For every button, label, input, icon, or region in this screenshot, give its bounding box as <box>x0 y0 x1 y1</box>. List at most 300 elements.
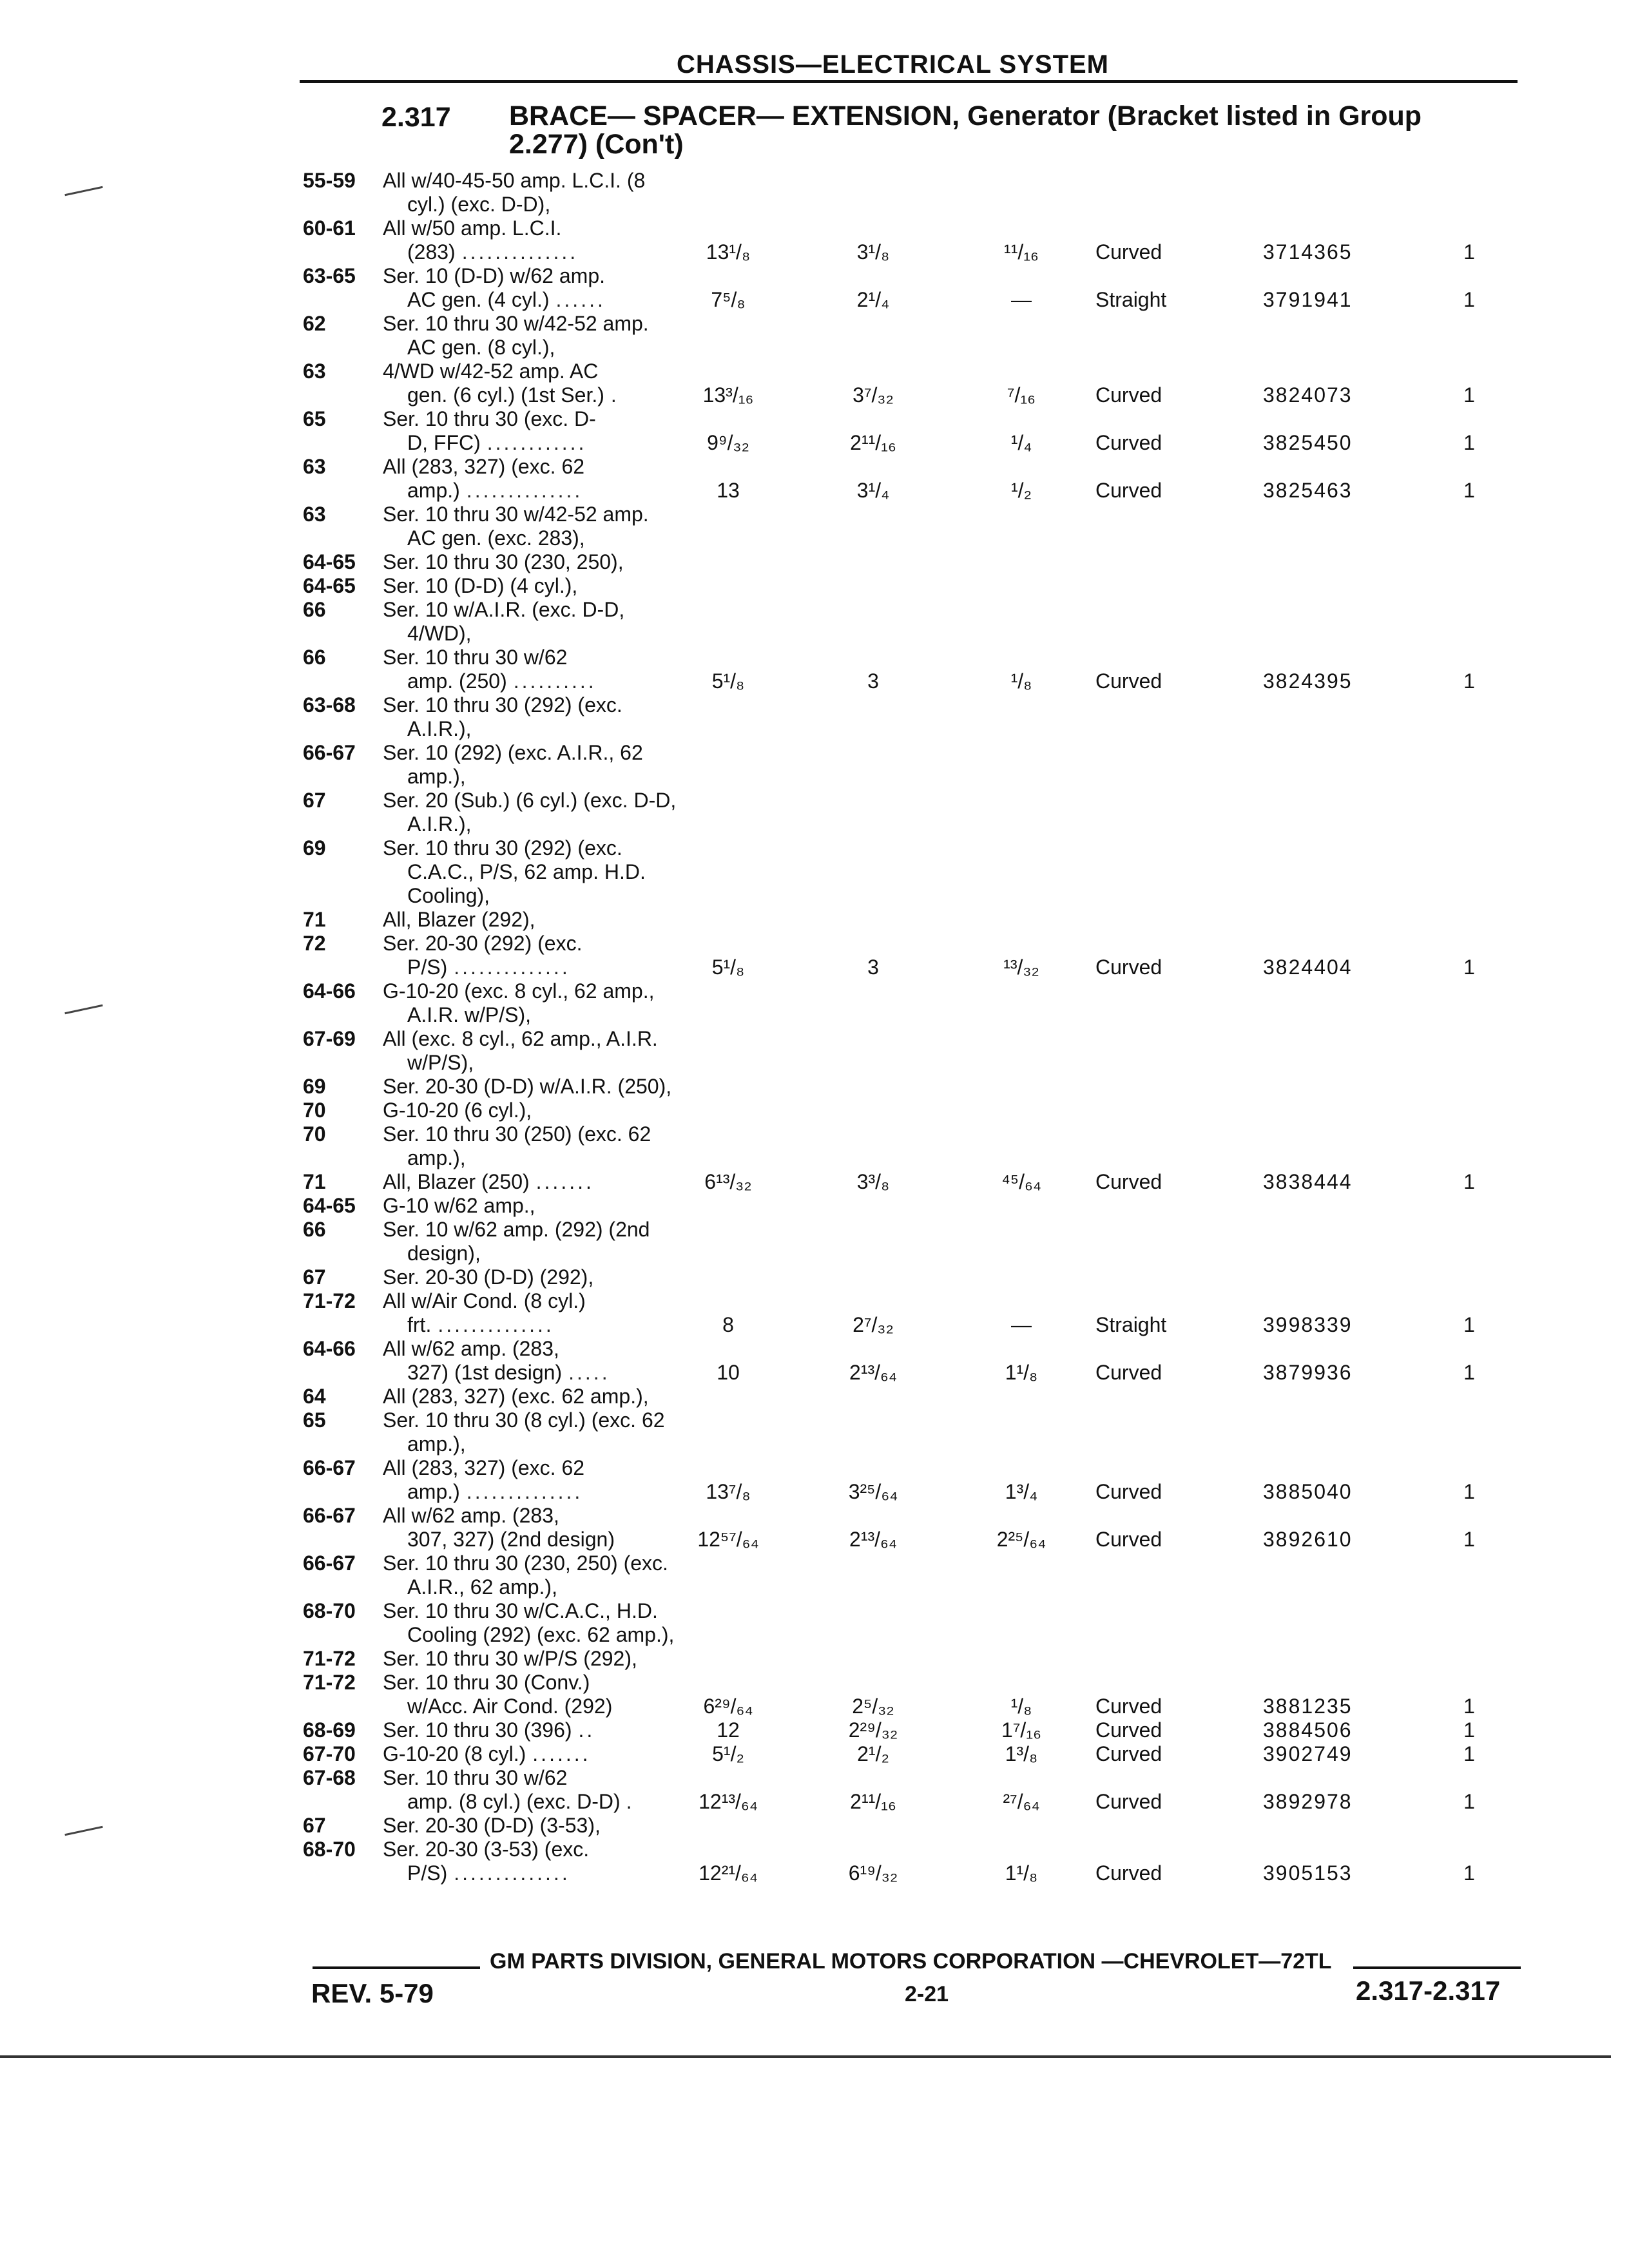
quantity: 1 <box>1463 1170 1475 1193</box>
dimension-a: 5¹/₂ <box>712 1742 744 1765</box>
entry-values <box>0 1480 1629 1504</box>
entry-description: Ser. 20-30 (292) (exc. <box>383 932 583 955</box>
dimension-a: 12 <box>717 1718 740 1742</box>
dimension-a: 9⁹/₃₂ <box>707 431 749 454</box>
entry-description: Ser. 10 thru 30 (292) (exc. <box>383 836 622 860</box>
entry-description: Ser. 20-30 (D-D) (292), <box>383 1265 594 1289</box>
header-rule <box>300 80 1518 83</box>
parts-entry <box>0 741 1629 789</box>
part-number: 3881235 <box>1263 1695 1353 1718</box>
footer-rule-right <box>1353 1966 1521 1969</box>
dimension-a: 13¹/₈ <box>706 240 751 264</box>
entry-description-text: A.I.R.), <box>407 812 472 836</box>
entry-description: Ser. 10 w/A.I.R. (exc. D-D, <box>383 598 625 621</box>
entry-years: 64-65 <box>303 574 356 597</box>
entry-description-continued <box>407 1242 684 1265</box>
shape: Curved <box>1095 1861 1162 1885</box>
quantity: 1 <box>1463 1718 1475 1742</box>
entry-years: 68-69 <box>303 1718 356 1742</box>
entry-years: 67 <box>303 789 326 812</box>
page-header-title: CHASSIS—ELECTRICAL SYSTEM <box>677 50 1109 79</box>
footer-rule-left <box>313 1966 480 1969</box>
parts-entry <box>0 1218 1629 1265</box>
entry-years: 67-68 <box>303 1766 356 1789</box>
entry-description-text: AC gen. (exc. 283), <box>407 526 585 550</box>
entry-description-text: AC gen. (4 cyl.) <box>407 288 550 311</box>
parts-entry <box>0 836 1629 884</box>
entry-values <box>0 1861 1629 1886</box>
parts-entry <box>0 360 1629 407</box>
entry-values <box>0 1790 1629 1814</box>
entry-description: All w/Air Cond. (8 cyl.) <box>383 1289 586 1312</box>
part-number: 3824404 <box>1263 956 1353 979</box>
parts-entry <box>0 574 1629 598</box>
entry-years: 63 <box>303 455 326 478</box>
dimension-a: 12²¹/₆₄ <box>699 1861 758 1885</box>
dimension-a: 6¹³/₃₂ <box>704 1170 752 1193</box>
parts-entry <box>0 312 1629 360</box>
dimension-a: 7⁵/₈ <box>711 288 746 311</box>
dimension-c: — <box>1011 288 1032 311</box>
shape: Curved <box>1095 1695 1162 1718</box>
entry-description: Ser. 10 thru 30 w/62 <box>383 1766 568 1789</box>
entry-description-continued <box>407 1575 684 1599</box>
dot-leader: .............. <box>454 1861 570 1885</box>
dimension-b: 3 <box>867 669 879 693</box>
parts-entry <box>0 216 1629 264</box>
entry-values <box>0 240 1629 265</box>
quantity: 1 <box>1463 956 1475 979</box>
entry-years: 63-65 <box>303 264 356 287</box>
part-number: 3879936 <box>1263 1361 1353 1384</box>
entry-description: Ser. 10 thru 30 w/42-52 amp. <box>383 312 649 335</box>
shape: Curved <box>1095 956 1162 979</box>
entry-description-continued <box>407 717 684 741</box>
dot-leader: .............. <box>461 240 579 264</box>
dot-leader: ....... <box>532 1742 591 1765</box>
part-number: 3824073 <box>1263 383 1353 407</box>
section-title: BRACE— SPACER— EXTENSION, Generator (Bracket listed in Group 2.277) (Con't) <box>509 101 1422 160</box>
entry-description: G-10 w/62 amp., <box>383 1194 535 1217</box>
entry-description-text: D, FFC) <box>407 431 481 454</box>
entry-description-text: Cooling), <box>407 884 490 907</box>
parts-entry <box>0 169 1629 216</box>
entry-description-text: A.I.R. w/P/S), <box>407 1003 532 1026</box>
dimension-b: 2¹³/₆₄ <box>849 1361 897 1384</box>
parts-entry <box>0 1814 1629 1838</box>
parts-entry <box>0 407 1629 455</box>
entry-years: 67-70 <box>303 1742 356 1765</box>
part-number: 3902749 <box>1263 1742 1353 1765</box>
parts-entry <box>0 1122 1629 1170</box>
footer-group-range: 2.317-2.317 <box>1356 1975 1501 2006</box>
entry-description: Ser. 10 thru 30 (Conv.) <box>383 1671 590 1694</box>
dimension-c: ¹¹/₁₆ <box>1004 240 1039 264</box>
entry-description-text: gen. (6 cyl.) (1st Ser.) <box>407 383 604 407</box>
parts-entry <box>0 693 1629 741</box>
entry-years: 66-67 <box>303 741 356 764</box>
quantity: 1 <box>1463 1790 1475 1813</box>
entry-values <box>0 1695 1629 1719</box>
dimension-b: 3¹/₈ <box>856 240 890 264</box>
entry-description-continued <box>407 193 684 216</box>
entry-description-text: amp.), <box>407 1146 466 1169</box>
parts-entry <box>0 1385 1629 1408</box>
entry-description: Ser. 10 thru 30 (exc. D- <box>383 407 596 430</box>
footer-revision: REV. 5-79 <box>311 1978 434 2008</box>
entry-years: 63 <box>303 360 326 383</box>
entry-description-text: P/S) <box>407 1861 448 1885</box>
entry-description: Ser. 20-30 (D-D) w/A.I.R. (250), <box>383 1075 672 1098</box>
entry-description-continued <box>407 860 684 884</box>
dimension-b: 3¹/₄ <box>856 479 890 502</box>
entry-years: 69 <box>303 1075 326 1098</box>
parts-entry <box>0 884 1629 908</box>
parts-entry <box>0 1289 1629 1337</box>
dot-leader: .............. <box>466 479 583 502</box>
entry-description-text: C.A.C., P/S, 62 amp. H.D. <box>407 860 646 883</box>
entry-years: 65 <box>303 1408 326 1432</box>
entry-description: G-10-20 (6 cyl.), <box>383 1099 532 1122</box>
shape: Curved <box>1095 1361 1162 1384</box>
footer-corporation: GM PARTS DIVISION, GENERAL MOTORS CORPORATION —CHEVROLET—72TL <box>490 1949 1332 1974</box>
entry-description-text: 4/WD), <box>407 622 472 645</box>
parts-entry <box>0 646 1629 693</box>
dimension-b: 3³/₈ <box>856 1170 890 1193</box>
dimension-b: 2²⁹/₃₂ <box>848 1718 898 1742</box>
entry-values <box>0 669 1629 694</box>
dimension-b: 2¹/₄ <box>856 288 890 311</box>
entry-values <box>0 383 1629 408</box>
entry-description: Ser. 20 (Sub.) (6 cyl.) (exc. D-D, <box>383 789 677 812</box>
entry-description-continued <box>407 1003 684 1027</box>
entry-years: 60-61 <box>303 216 356 240</box>
entry-years: 71 <box>303 908 326 931</box>
shape: Curved <box>1095 669 1162 693</box>
dimension-a: 13⁷/₈ <box>706 1480 751 1503</box>
shape: Curved <box>1095 240 1162 264</box>
quantity: 1 <box>1463 1480 1475 1503</box>
entry-years: 71-72 <box>303 1289 356 1312</box>
part-number: 3892978 <box>1263 1790 1353 1813</box>
dimension-c: ¹³/₃₂ <box>1003 956 1039 979</box>
entry-years: 64 <box>303 1385 326 1408</box>
parts-entry <box>0 503 1629 550</box>
parts-entry <box>0 979 1629 1027</box>
dot-leader: .............. <box>438 1313 554 1336</box>
parts-entry <box>0 1838 1629 1885</box>
entry-years: 70 <box>303 1099 326 1122</box>
quantity: 1 <box>1463 1313 1475 1336</box>
parts-entry <box>0 1099 1629 1122</box>
dimension-b: 3²⁵/₆₄ <box>848 1480 898 1503</box>
entry-description: Ser. 10 thru 30 (230, 250) (exc. <box>383 1552 668 1575</box>
entry-description-continued <box>407 884 684 908</box>
entry-years: 70 <box>303 1122 326 1146</box>
parts-entry <box>0 1075 1629 1099</box>
entry-description: All (283, 327) (exc. 62 <box>383 455 585 478</box>
dimension-c: 1¹/₈ <box>1005 1861 1038 1885</box>
entry-years: 66-67 <box>303 1456 356 1479</box>
entry-description: Ser. 10 thru 30 w/C.A.C., H.D. <box>383 1599 658 1622</box>
parts-entry <box>0 598 1629 646</box>
parts-entry <box>0 1170 1629 1194</box>
part-number: 3892610 <box>1263 1528 1353 1551</box>
entry-description: Ser. 10 thru 30 w/62 <box>383 646 568 669</box>
parts-entry <box>0 908 1629 932</box>
entry-description: Ser. 10 (D-D) w/62 amp. <box>383 264 605 287</box>
entry-description-continued <box>407 622 684 646</box>
dimension-c: ⁷/₁₆ <box>1007 383 1036 407</box>
dot-leader: . <box>610 383 619 407</box>
entry-description-text: amp.), <box>407 765 466 788</box>
entry-description-text: AC gen. (8 cyl.), <box>407 336 555 359</box>
entry-values <box>0 288 1629 312</box>
entry-description: Ser. 10 thru 30 (292) (exc. <box>383 693 622 716</box>
entry-description: 4/WD w/42-52 amp. AC <box>383 360 599 383</box>
shape: Curved <box>1095 1790 1162 1813</box>
entry-description-text: frt. <box>407 1313 432 1336</box>
entry-description-text: amp.) <box>407 479 460 502</box>
part-number: 3791941 <box>1263 288 1353 311</box>
entry-values <box>0 1742 1629 1767</box>
entry-years: 67 <box>303 1814 326 1837</box>
entry-description: Ser. 10 thru 30 w/42-52 amp. <box>383 503 649 526</box>
dimension-b: 3 <box>867 956 879 979</box>
part-number: 3714365 <box>1263 240 1353 264</box>
section-number: 2.317 <box>381 102 451 133</box>
entry-description-text: 307, 327) (2nd design) <box>407 1528 615 1551</box>
shape: Straight <box>1095 1313 1167 1336</box>
parts-entry <box>0 1647 1629 1671</box>
entry-years: 64-65 <box>303 550 356 573</box>
dimension-b: 2¹¹/₁₆ <box>850 431 896 454</box>
part-number: 3998339 <box>1263 1313 1353 1336</box>
parts-entry <box>0 1456 1629 1504</box>
entry-years: 67-69 <box>303 1027 356 1050</box>
entry-values <box>0 1528 1629 1552</box>
entry-years: 66-67 <box>303 1552 356 1575</box>
entry-description-text: A.I.R., 62 amp.), <box>407 1575 557 1599</box>
dimension-c: ¹/₈ <box>1010 669 1032 693</box>
shape: Curved <box>1095 383 1162 407</box>
dot-leader: ..... <box>568 1361 610 1384</box>
entry-description: All w/50 amp. L.C.I. <box>383 216 562 240</box>
shape: Curved <box>1095 1718 1162 1742</box>
entry-description: All w/62 amp. (283, <box>383 1504 559 1527</box>
entry-description-continued <box>407 765 684 789</box>
entry-years: 65 <box>303 407 326 430</box>
entry-description-continued <box>407 1623 684 1647</box>
dimension-a: 5¹/₈ <box>711 956 745 979</box>
entry-years: 64-65 <box>303 1194 356 1217</box>
dimension-c: — <box>1011 1313 1032 1336</box>
dimension-c: ¹/₄ <box>1010 431 1032 454</box>
entry-description: All, Blazer (292), <box>383 908 535 931</box>
parts-entry <box>0 455 1629 503</box>
parts-entry <box>0 1718 1629 1742</box>
part-number: 3824395 <box>1263 669 1353 693</box>
entry-description-continued <box>407 1146 684 1170</box>
dimension-a: 10 <box>717 1361 740 1384</box>
entry-description-text: w/P/S), <box>407 1051 474 1074</box>
part-number: 3905153 <box>1263 1861 1353 1885</box>
part-number: 3825463 <box>1263 479 1353 502</box>
parts-entry <box>0 1194 1629 1218</box>
entry-years: 64-66 <box>303 1337 356 1360</box>
entry-description: All (283, 327) (exc. 62 amp.), <box>383 1385 649 1408</box>
entry-description: All w/40-45-50 amp. L.C.I. (8 <box>383 169 646 192</box>
shape: Curved <box>1095 1742 1162 1765</box>
quantity: 1 <box>1463 431 1475 454</box>
entry-years: 66 <box>303 646 326 669</box>
parts-entry <box>0 1599 1629 1647</box>
entry-description-text: Ser. 10 thru 30 (396) <box>383 1718 572 1742</box>
dot-leader: ....... <box>535 1170 594 1193</box>
entry-description-continued <box>407 1051 684 1075</box>
entry-description: All (exc. 8 cyl., 62 amp., A.I.R. <box>383 1027 658 1050</box>
entry-description-text: design), <box>407 1242 481 1265</box>
shape: Curved <box>1095 479 1162 502</box>
quantity: 1 <box>1463 240 1475 264</box>
entry-description-continued <box>407 812 684 836</box>
dimension-a: 12¹³/₆₄ <box>699 1790 758 1813</box>
part-number: 3884506 <box>1263 1718 1353 1742</box>
dimension-b: 2¹/₂ <box>857 1742 889 1765</box>
part-number: 3838444 <box>1263 1170 1353 1193</box>
entry-description: Ser. 10 thru 30 (230, 250), <box>383 550 624 573</box>
entry-values <box>0 1718 1629 1743</box>
entry-description: All (283, 327) (exc. 62 <box>383 1456 585 1479</box>
part-number: 3825450 <box>1263 431 1353 454</box>
dimension-b: 2¹³/₆₄ <box>849 1528 897 1551</box>
shape: Curved <box>1095 1480 1162 1503</box>
dimension-a: 13 <box>717 479 740 502</box>
dimension-c: ¹/₂ <box>1011 479 1032 502</box>
dimension-a: 5¹/₈ <box>711 669 745 693</box>
dimension-c: 1⁷/₁₆ <box>1001 1718 1041 1742</box>
entry-years: 64-66 <box>303 979 356 1003</box>
quantity: 1 <box>1463 1695 1475 1718</box>
dot-leader: .............. <box>466 1480 583 1503</box>
entry-values <box>0 956 1629 980</box>
entry-years: 72 <box>303 932 326 955</box>
dot-leader: ............ <box>487 431 587 454</box>
entry-description: G-10-20 (exc. 8 cyl., 62 amp., <box>383 979 655 1003</box>
entry-description-continued <box>407 336 684 360</box>
entry-description: Ser. 10 thru 30 (8 cyl.) (exc. 62 <box>383 1408 665 1432</box>
footer-page-number: 2-21 <box>905 1982 949 2006</box>
shape: Curved <box>1095 431 1162 454</box>
entry-description-continued <box>407 1432 684 1456</box>
entry-years: 67 <box>303 1265 326 1289</box>
dimension-c: ²⁷/₆₄ <box>1003 1790 1040 1813</box>
entry-years: 71-72 <box>303 1647 356 1670</box>
entry-years: 69 <box>303 836 326 860</box>
dimension-a: 6²⁹/₆₄ <box>703 1695 753 1718</box>
entry-values <box>0 479 1629 503</box>
quantity: 1 <box>1463 288 1475 311</box>
parts-entry <box>0 1742 1629 1766</box>
entry-values <box>0 1361 1629 1385</box>
entry-description-text: amp.), <box>407 1432 466 1456</box>
parts-entry <box>0 1504 1629 1552</box>
dimension-c: ¹/₈ <box>1010 1695 1032 1718</box>
parts-entry <box>0 1408 1629 1456</box>
dimension-c: 1³/₈ <box>1005 1742 1038 1765</box>
entry-years: 62 <box>303 312 326 335</box>
entry-description-text: G-10-20 (8 cyl.) <box>383 1742 526 1765</box>
dot-leader: .. <box>578 1718 595 1742</box>
quantity: 1 <box>1463 383 1475 407</box>
bottom-rule <box>0 2055 1611 2058</box>
entry-years: 63 <box>303 503 326 526</box>
shape: Curved <box>1095 1528 1162 1551</box>
entry-years: 66 <box>303 1218 326 1241</box>
dimension-a: 13³/₁₆ <box>702 383 754 407</box>
entry-description-text: (283) <box>407 240 456 264</box>
entry-description-text: w/Acc. Air Cond. (292) <box>407 1695 613 1718</box>
entry-description-text: amp. (8 cyl.) (exc. D-D) . <box>407 1790 632 1813</box>
entry-years: 71 <box>303 1170 326 1193</box>
parts-entry <box>0 1265 1629 1289</box>
entry-description-text: A.I.R.), <box>407 717 472 740</box>
parts-entry <box>0 264 1629 312</box>
entry-years: 66-67 <box>303 1504 356 1527</box>
entry-description: Ser. 10 thru 30 (250) (exc. 62 <box>383 1122 651 1146</box>
dimension-b: 2⁵/₃₂ <box>852 1695 894 1718</box>
dimension-b: 3⁷/₃₂ <box>853 383 894 407</box>
parts-entry <box>0 789 1629 836</box>
entry-description-text: All, Blazer (250) <box>383 1170 530 1193</box>
entry-description-text: amp. (250) <box>407 669 507 693</box>
entry-description: Ser. 10 (D-D) (4 cyl.), <box>383 574 578 597</box>
entry-description: Ser. 10 w/62 amp. (292) (2nd <box>383 1218 650 1241</box>
parts-entry <box>0 1766 1629 1814</box>
dimension-b: 2¹¹/₁₆ <box>850 1790 896 1813</box>
quantity: 1 <box>1463 1861 1475 1885</box>
quantity: 1 <box>1463 1742 1475 1765</box>
entry-years: 71-72 <box>303 1671 356 1694</box>
entry-description-continued <box>407 526 684 550</box>
shape: Straight <box>1095 288 1167 311</box>
dimension-a: 12⁵⁷/₆₄ <box>697 1528 759 1551</box>
dimension-a: 8 <box>722 1313 734 1336</box>
dimension-c: 1¹/₈ <box>1005 1361 1038 1384</box>
entry-years: 55-59 <box>303 169 356 192</box>
entry-values <box>0 431 1629 456</box>
entry-years: 68-70 <box>303 1838 356 1861</box>
entry-values <box>0 1170 1629 1195</box>
entry-description: All w/62 amp. (283, <box>383 1337 559 1360</box>
entry-years: 66 <box>303 598 326 621</box>
entry-description: Ser. 20-30 (D-D) (3-53), <box>383 1814 601 1837</box>
parts-entry <box>0 1671 1629 1718</box>
entry-description-text: Cooling (292) (exc. 62 amp.), <box>407 1623 675 1646</box>
dimension-c: 1³/₄ <box>1005 1480 1038 1503</box>
parts-entry <box>0 1552 1629 1599</box>
entry-description: Ser. 10 thru 30 w/P/S (292), <box>383 1647 637 1670</box>
entry-description: Ser. 20-30 (3-53) (exc. <box>383 1838 590 1861</box>
parts-entry <box>0 1027 1629 1075</box>
shape: Curved <box>1095 1170 1162 1193</box>
quantity: 1 <box>1463 1361 1475 1384</box>
part-number: 3885040 <box>1263 1480 1353 1503</box>
quantity: 1 <box>1463 1528 1475 1551</box>
entry-description-text: P/S) <box>407 956 448 979</box>
entry-description-text: cyl.) (exc. D-D), <box>407 193 551 216</box>
parts-entry <box>0 932 1629 979</box>
